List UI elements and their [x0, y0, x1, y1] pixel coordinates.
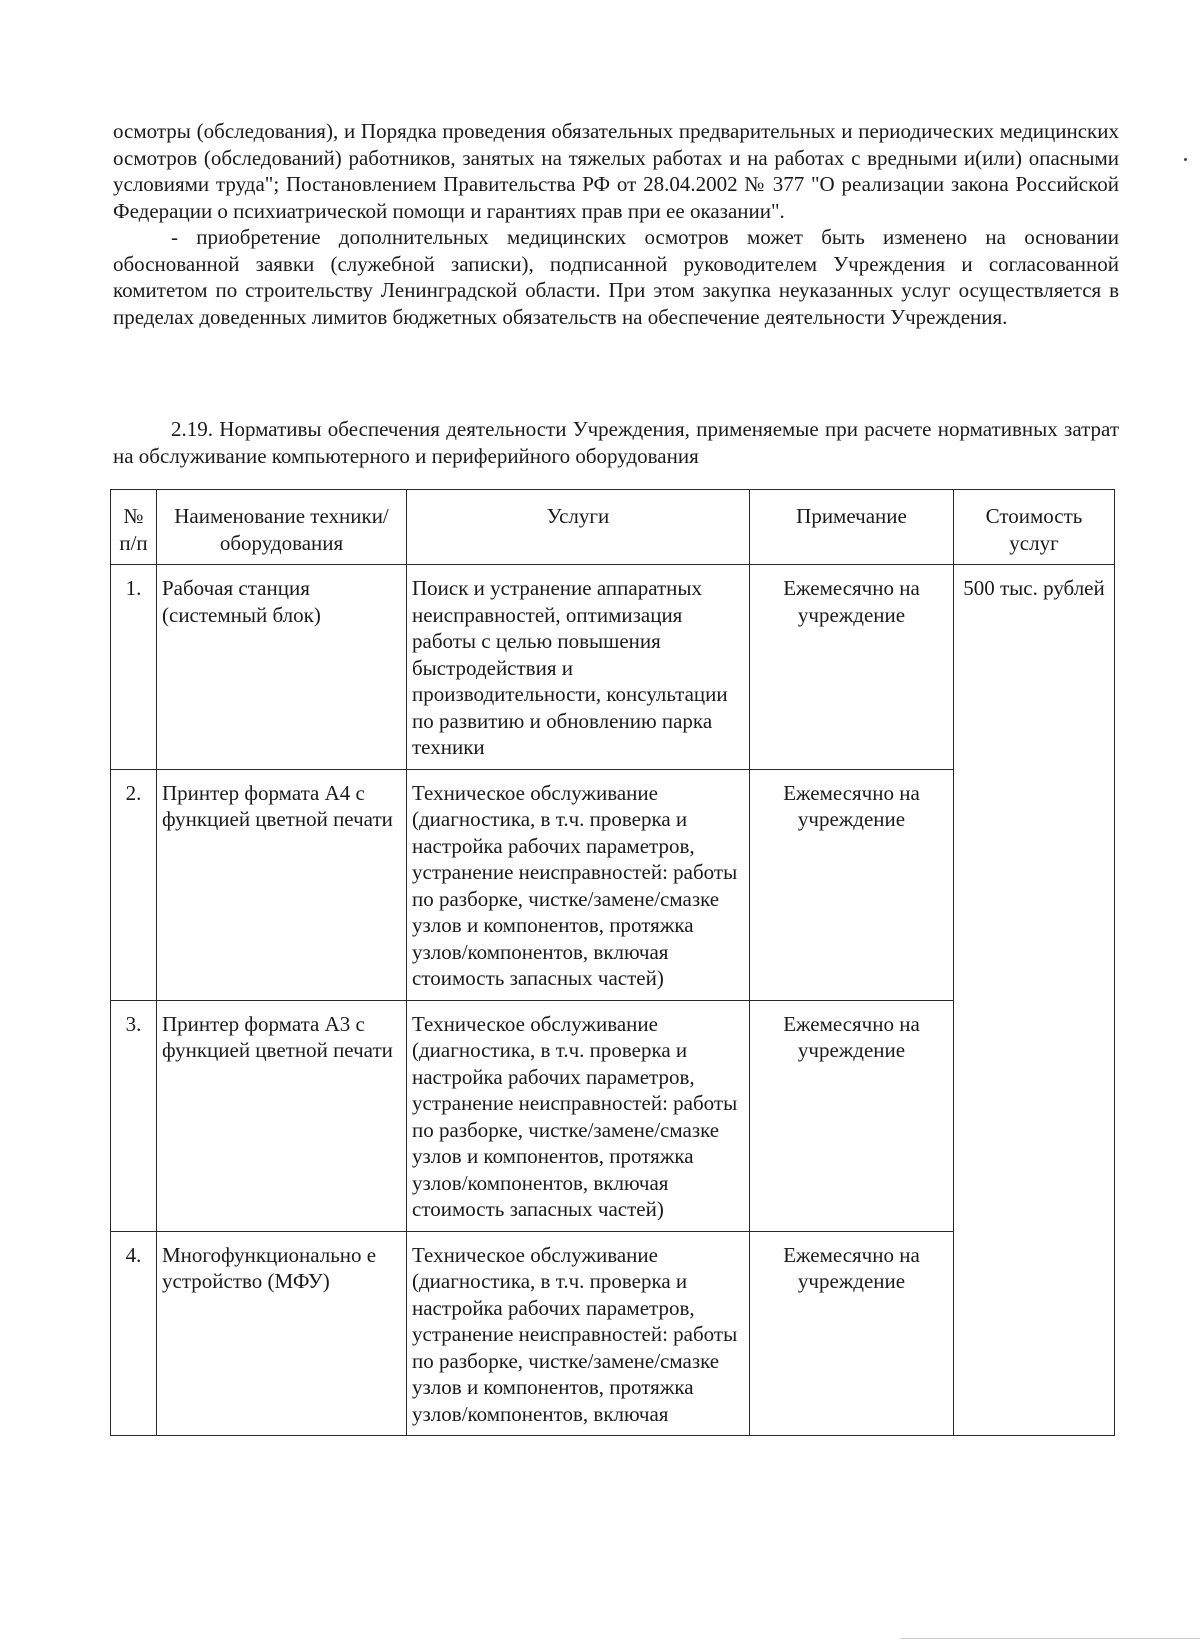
header-services: Услуги: [407, 490, 750, 565]
table-header-row: [111, 490, 1115, 565]
row-num: 3.: [111, 1000, 157, 1231]
row-name: Принтер формата А4 с функцией цветной печати: [157, 769, 407, 1000]
row-services: Техническое обслуживание (диагностика, в т.ч. проверка и настройка рабочих параметров, устранение неисправностей: работы по разборке, чистке/замене/смазке узлов и компонентов, протяжка узлов/компонентов, включая стоимость запасных частей): [407, 769, 750, 1000]
intro-text: [113, 118, 1119, 330]
row-services: Техническое обслуживание (диагностика, в т.ч. проверка и настройка рабочих параметров, устранение неисправностей: работы по разборке, чистке/замене/смазке узлов и компонентов, протяжка узлов/компонентов, включая стоимость запасных частей): [407, 1000, 750, 1231]
row-num: 2.: [111, 769, 157, 1000]
row-note: Ежемесячно на учреждение: [750, 1000, 954, 1231]
scan-edge-line: [900, 1638, 1200, 1639]
row-note: Ежемесячно на учреждение: [750, 565, 954, 770]
table-row: [111, 565, 1115, 770]
row-name: Многофункционально е устройство (МФУ): [157, 1231, 407, 1436]
intro-paragraph-2: - приобретение дополнительных медицинских осмотров может быть изменено на основании обоснованной заявки (служебной записки), подписанной руководителем Учреждения и согласованной комитетом по строительству Ленинградской области. При этом закупка неуказанных услуг осуществляется в пределах доведенных лимитов бюджетных обязательств на обеспечение деятельности Учреждения.: [113, 225, 1119, 329]
row-name: Рабочая станция (системный блок): [157, 565, 407, 770]
section-2-19: [113, 416, 1119, 469]
header-name: Наименование техники/оборудования: [157, 490, 407, 565]
row-name: Принтер формата А3 с функцией цветной печати: [157, 1000, 407, 1231]
header-note: Примечание: [750, 490, 954, 565]
header-cost: Стоимость услуг: [954, 490, 1115, 565]
norms-table: [110, 489, 1115, 1436]
cost-value: 500 тыс. рублей: [954, 565, 1115, 1436]
row-note: Ежемесячно на учреждение: [750, 1231, 954, 1436]
section-heading: 2.19. Нормативы обеспечения деятельности Учреждения, применяемые при расчете нормативных затрат на обслуживание компьютерного и периферийного оборудования: [113, 417, 1119, 468]
row-note: Ежемесячно на учреждение: [750, 769, 954, 1000]
row-num: 1.: [111, 565, 157, 770]
intro-paragraph-1: осмотры (обследования), и Порядка проведения обязательных предварительных и периодических медицинских осмотров (обследований) работников, занятых на тяжелых работах и на работах с вредными и(или) опасными условиями труда"; Постановлением Правительства РФ от 28.04.2002 № 377 "О реализации закона Российской Федерации о психиатрической помощи и гарантиях прав при ее оказании".: [113, 119, 1119, 223]
scan-speck: [1184, 158, 1187, 161]
header-num: № п/п: [111, 490, 157, 565]
row-num: 4.: [111, 1231, 157, 1436]
row-services: Техническое обслуживание (диагностика, в т.ч. проверка и настройка рабочих параметров, устранение неисправностей: работы по разборке, чистке/замене/смазке узлов и компонентов, протяжка узлов/компонентов, включая: [407, 1231, 750, 1436]
row-services: Поиск и устранение аппаратных неисправностей, оптимизация работы с целью повышения быстродействия и производительности, консультации по развитию и обновлению парка техники: [407, 565, 750, 770]
